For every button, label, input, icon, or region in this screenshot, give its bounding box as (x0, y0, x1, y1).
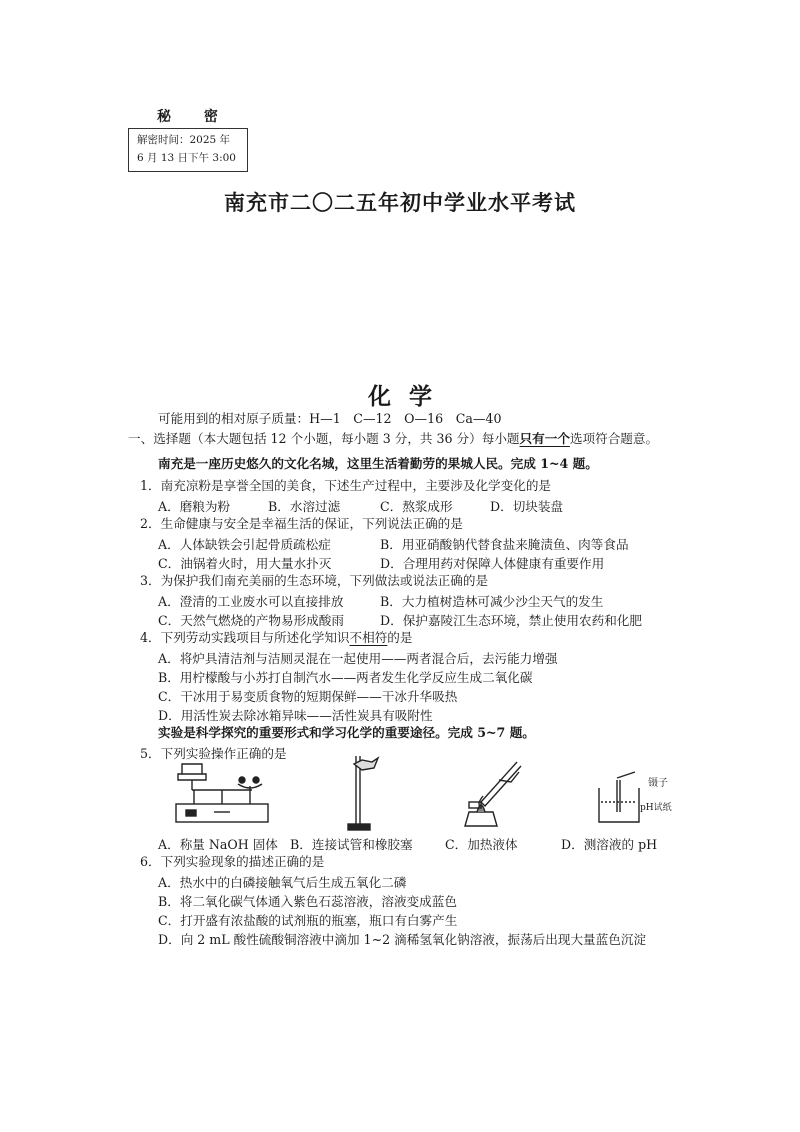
q4-option-a: A．将炉具清洁剂与洁厕灵混在一起使用——两者混合后，去污能力增强 (158, 651, 558, 666)
decrypt-time-line2: 6 月 13 日下午 3:00 (137, 152, 236, 164)
tweezers-label: 镊子 (648, 778, 668, 789)
q2-stem: 2．生命健康与安全是幸福生活的保证，下列说法正确的是 (140, 516, 463, 531)
q2-option-b: B．用亚硝酸钠代替食盐来腌渍鱼、肉等食品 (380, 537, 629, 552)
q1-option-c: C．熬浆成形 (380, 499, 453, 514)
exam-title: 南充市二〇二五年初中学业水平考试 (224, 190, 576, 215)
q2-option-a: A．人体缺铁会引起骨质疏松症 (158, 537, 331, 552)
q2-option-d: D．合理用药对保障人体健康有重要作用 (380, 556, 605, 571)
ph-paper-label: pH试纸 (640, 803, 672, 813)
q5-option-d: D．测溶液的 pH (561, 837, 658, 852)
section1-heading (128, 430, 658, 448)
q6-option-c: C．打开盛有浓盐酸的试剂瓶的瓶塞，瓶口有白雾产生 (158, 913, 458, 928)
q3-stem: 3．为保护我们南充美丽的生态环境，下列做法或说法正确的是 (140, 573, 489, 588)
heating-liquid-icon (455, 756, 535, 832)
q3-option-b: B．大力植树造林可减少沙尘天气的发生 (380, 594, 604, 609)
q5-option-b: B．连接试管和橡胶塞 (290, 837, 413, 852)
q4-option-d: D．用活性炭去除冰箱异味——活性炭具有吸附性 (158, 708, 433, 723)
q2-option-c: C．油锅着火时，用大量水扑灭 (158, 556, 332, 571)
q6-option-a: A．热水中的白磷接触氧气后生成五氧化二磷 (158, 875, 407, 890)
q5-option-a: A．称量 NaOH 固体 (158, 837, 278, 852)
q4-stem (140, 629, 412, 647)
q6-option-d: D．向 2 mL 酸性硫酸铜溶液中滴加 1~2 滴稀氢氧化钠溶液，振荡后出现大量蓝色沉淀 (158, 932, 647, 947)
q3-option-d: D．保护嘉陵江生态环境，禁止使用农药和化肥 (380, 613, 642, 628)
q6-stem: 6．下列实验现象的描述正确的是 (140, 854, 325, 869)
q4-option-b: B．用柠檬酸与小苏打自制汽水——两者发生化学反应生成二氧化碳 (158, 670, 533, 685)
q1-option-d: D．切块装盘 (490, 499, 564, 514)
section-intro-2: 实验是科学探究的重要形式和学习化学的重要途径。完成 5~7 题。 (158, 725, 535, 740)
balance-icon (170, 760, 275, 830)
q1-stem: 1．南充凉粉是享誉全国的美食，下述生产过程中，主要涉及化学变化的是 (140, 478, 552, 493)
subject-title: 化学 (368, 383, 450, 410)
q4-stem-pre: 4．下列劳动实践项目与所述化学知识 (140, 630, 350, 645)
q1-option-b: B．水溶过滤 (268, 499, 341, 514)
section1-heading-pre: 一、选择题（本大题包括 12 个小题，每小题 3 分，共 36 分）每小题 (128, 431, 520, 446)
q4-option-c: C．干冰用于易变质食物的短期保鲜——干冰升华吸热 (158, 689, 458, 704)
q3-option-a: A．澄清的工业废水可以直接排放 (158, 594, 344, 609)
section1-heading-emph: 只有一个 (519, 431, 570, 446)
q4-stem-post: 的是 (387, 630, 413, 645)
ph-test-icon (595, 770, 645, 828)
q4-stem-emph: 不相符 (349, 630, 388, 645)
decrypt-time-line1: 解密时间：2025 年 (137, 134, 231, 146)
decrypt-time-box (128, 128, 248, 172)
q6-option-b: B．将二氧化碳气体通入紫色石蕊溶液，溶液变成蓝色 (158, 894, 457, 909)
q3-option-c: C．天然气燃烧的产物易形成酸雨 (158, 613, 344, 628)
q5-stem: 5．下列实验操作正确的是 (140, 746, 287, 761)
test-tube-stopper-icon (330, 752, 390, 834)
q5-option-c: C．加热液体 (445, 837, 518, 852)
atomic-masses: 可能用到的相对原子质量：H—1 C—12 O—16 Ca—40 (158, 411, 502, 426)
confidential-label: 秘 密 (157, 109, 232, 125)
section-intro-1: 南充是一座历史悠久的文化名城，这里生活着勤劳的果城人民。完成 1~4 题。 (158, 456, 598, 471)
q1-option-a: A．磨粮为粉 (158, 499, 231, 514)
section1-heading-post: 选项符合题意。 (569, 431, 659, 446)
